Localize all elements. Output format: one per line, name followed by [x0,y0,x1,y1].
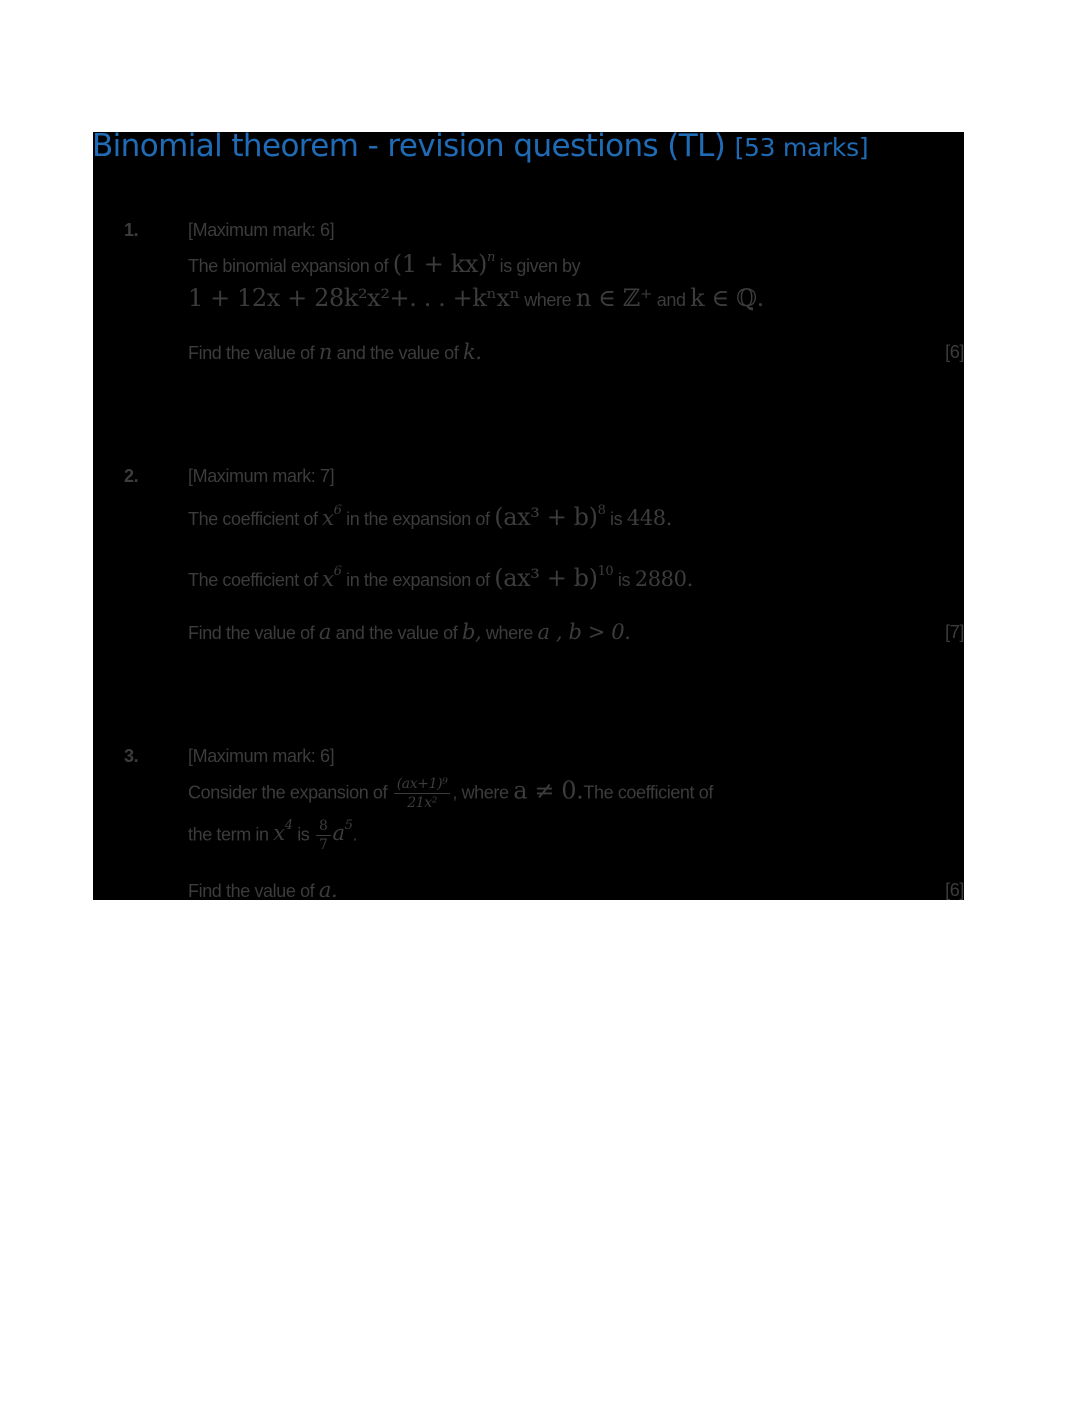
q1-series: 1 + 12x + 28k²x²+. . . +kⁿxⁿ [188,284,520,312]
total-marks: [53 marks] [734,133,869,162]
question-1-line-2: 1 + 12x + 28k²x²+. . . +kⁿxⁿ where n ∈ ℤ⁺ and k ∈ ℚ. [188,284,764,312]
question-2-line-1: The coefficient of $x^6$ in the expansion of $(ax^3 + b)^8$ is 448. [188,503,673,531]
question-2-max-mark: [Maximum mark: 7] [188,466,335,486]
page-title [92,128,868,164]
question-2-number: 2. [124,466,139,486]
question-1-number: 1. [124,220,139,240]
question-2-line-2: The coefficient of $x^6$ in the expansion of $(ax^3 + b)^{10}$ is 2880. [188,564,693,592]
question-3-line-1: Consider the expansion of $\frac{\text{(ax+1)⁹}}{\text{21x²}}$ , where a ≠ 0.The coefficient of [188,776,713,811]
question-3-number: 3. [124,746,139,766]
question-3-line-2: the term in $x^4$ is $\frac{8}{7}$ $a^5$. [188,818,358,853]
q1-expression: (1 + kx)$^n$ [392,250,495,278]
question-3-max-mark: [Maximum mark: 6] [188,746,335,766]
question-3-marks: [6] [945,880,964,900]
title-text: Binomial theorem - revision questions (TL) [92,128,726,164]
question-3-task: Find the value of a. [188,878,338,902]
question-1-max-mark: [Maximum mark: 6] [188,220,335,240]
question-2-marks: [7] [945,622,964,642]
question-1-marks: [6] [945,342,964,362]
question-1-line-1: The binomial expansion of (1 + kx)$^n$ is given by [188,250,581,278]
question-1-task: Find the value of n and the value of k. [188,340,482,364]
q3-fraction-2: $\frac{8}{7}$ [316,818,331,853]
question-2-task: Find the value of a and the value of b, where a , b > 0. [188,620,631,644]
q3-fraction: $\frac{\text{(ax+1)⁹}}{\text{21x²}}$ [394,776,451,811]
